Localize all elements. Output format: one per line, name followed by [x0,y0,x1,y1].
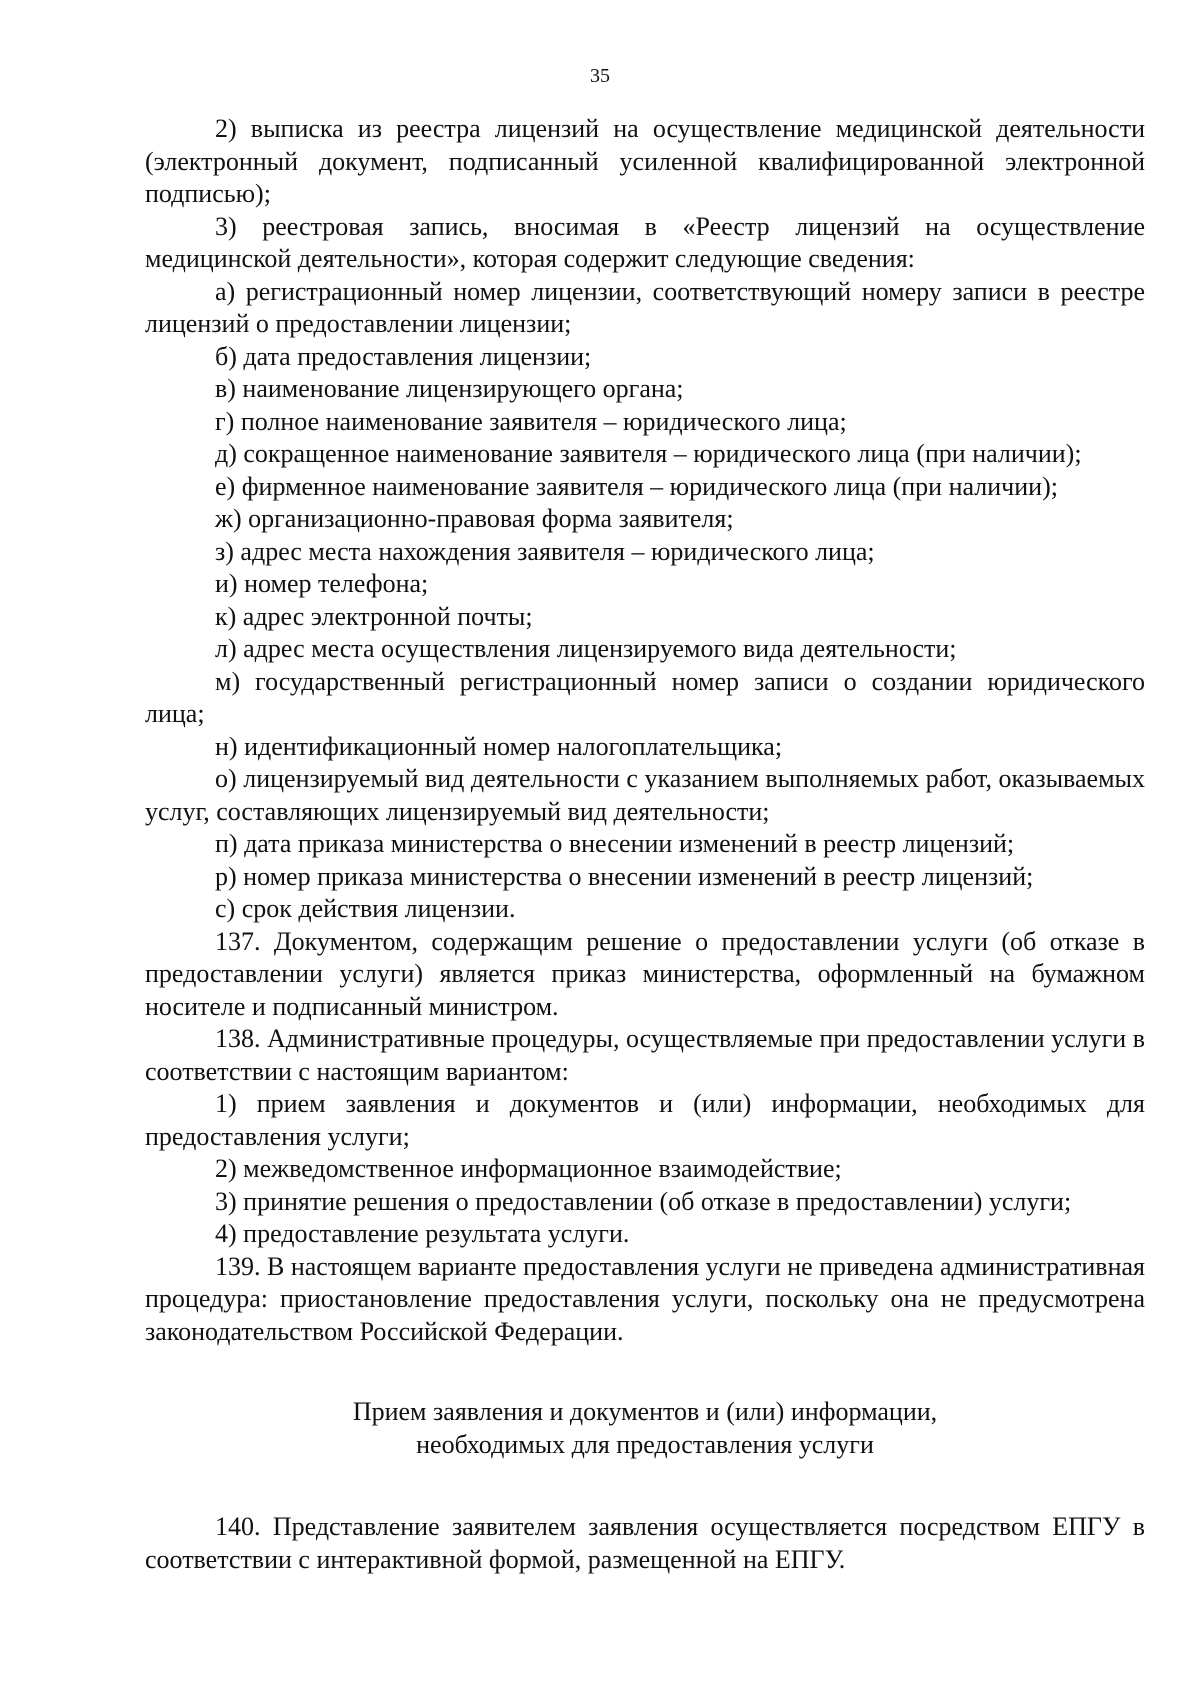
paragraph: ж) организационно-правовая форма заявителя; [215,504,734,533]
paragraph: 1) прием заявления и документов и (или) информации, необходимых для предоставления услуги; [145,1089,1145,1151]
body-text [145,113,1145,1576]
paragraph: а) регистрационный номер лицензии, соответствующий номеру записи в реестре лицензий о предоставлении лицензии; [145,276,1145,338]
paragraphs-after [145,1511,1145,1576]
paragraph: г) полное наименование заявителя – юридического лица; [215,406,847,436]
paragraph: с) срок действия лицензии. [215,894,516,923]
paragraphs-before [145,113,1145,1348]
paragraph: н) идентификационный номер налогоплательщика; [215,731,783,761]
paragraph: 2) межведомственное информационное взаимодействие; [215,1154,842,1183]
paragraph: р) номер приказа министерства о внесении изменений в реестр лицензий; [215,861,1034,891]
paragraph: 138. Административные процедуры, осуществляемые при предоставлении услуги в соответствии с настоящим вариантом: [145,1024,1145,1086]
paragraph: п) дата приказа министерства о внесении изменений в реестр лицензий; [215,829,1015,858]
section-heading-line-1: Прием заявления и документов и (или) информации, [352,1397,938,1426]
paragraph: 3) принятие решения о предоставлении (об отказе в предоставлении) услуги; [215,1186,1072,1216]
paragraph: к) адрес электронной почты; [215,601,533,631]
paragraph: о) лицензируемый вид деятельности с указанием выполняемых работ, оказываемых услуг, составляющих лицензируемый вид деятельности; [145,764,1145,826]
paragraph: в) наименование лицензирующего органа; [215,374,684,403]
paragraph: б) дата предоставления лицензии; [215,341,592,371]
paragraph: 3) реестровая запись, вносимая в «Реестр лицензий на осуществление медицинской деятельности», которая содержит следующие сведения: [145,211,1145,273]
paragraph: 137. Документом, содержащим решение о предоставлении услуги (об отказе в предоставлении услуги) является приказ министерства, оформленный на бумажном носителе и подписанный министром. [145,926,1145,1021]
paragraph: и) номер телефона; [215,569,429,598]
paragraph: л) адрес места осуществления лицензируемого вида деятельности; [215,634,957,663]
paragraph: 4) предоставление результата услуги. [215,1219,630,1248]
page-number: 35 [590,65,610,87]
section-heading-line-2: необходимых для предоставления услуги [416,1429,874,1459]
paragraph: 140. Представление заявителем заявления осуществляется посредством ЕПГУ в соответствии с интерактивной формой, размещенной на ЕПГУ. [145,1512,1145,1574]
paragraph: 2) выписка из реестра лицензий на осуществление медицинской деятельности (электронный документ, подписанный усиленной квалифицированной электронной подписью); [145,114,1145,208]
paragraph: 139. В настоящем варианте предоставления услуги не приведена административная процедура: приостановление предоставления услуги, поскольку она не предусмотрена законодательством Российской Федерации. [145,1251,1145,1346]
paragraph: д) сокращенное наименование заявителя – юридического лица (при наличии); [215,439,1082,468]
section-heading [145,1396,1145,1461]
paragraph: з) адрес места нахождения заявителя – юридического лица; [215,536,875,566]
paragraph: е) фирменное наименование заявителя – юридического лица (при наличии); [215,471,1058,501]
paragraph: м) государственный регистрационный номер записи о создании юридического лица; [145,666,1145,728]
